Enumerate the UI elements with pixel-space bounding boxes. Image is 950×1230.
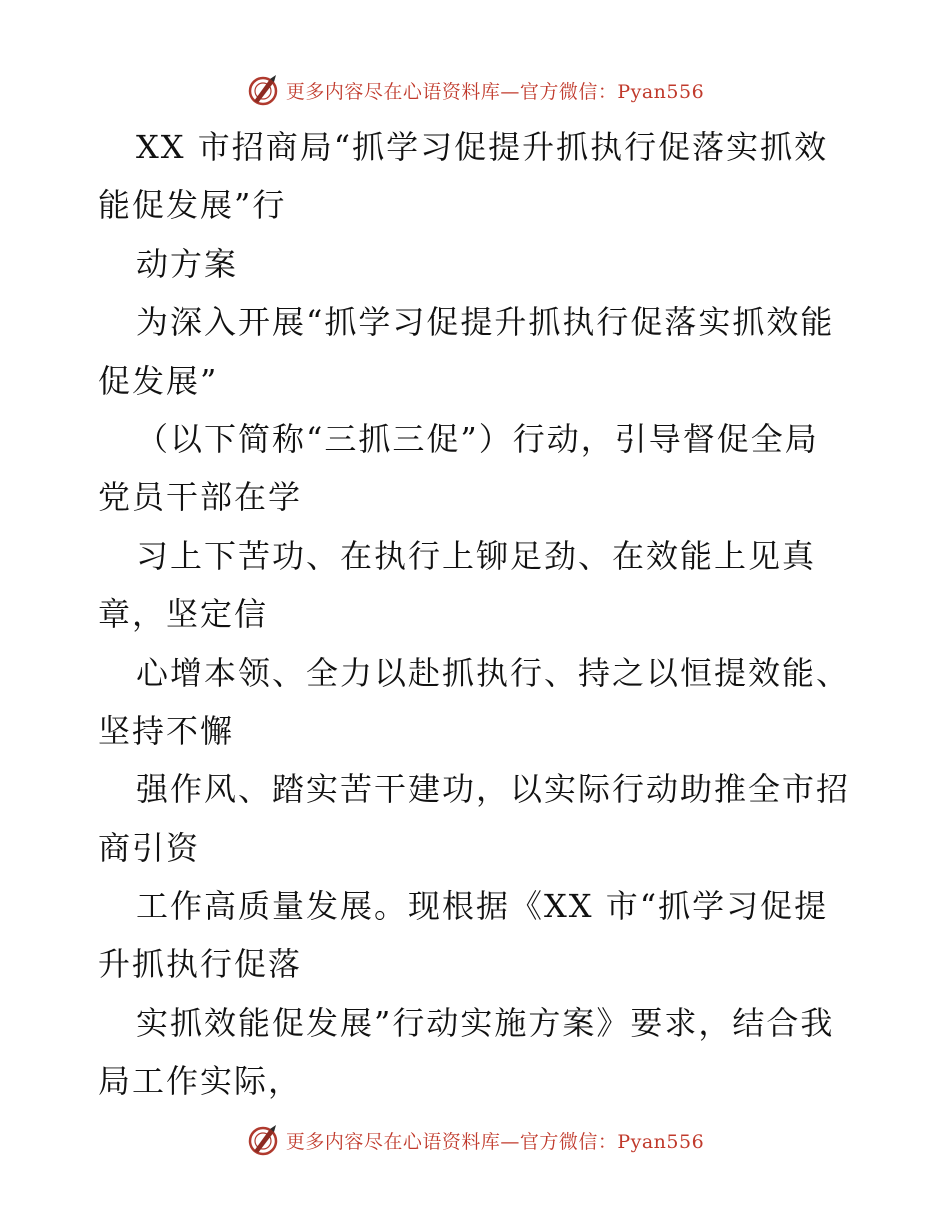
quill-logo-icon: [246, 73, 280, 107]
watermark-text: 更多内容尽在心语资料库—官方微信：Pyan556: [285, 80, 705, 103]
text-line: 强作风、踏实苦干建功，以实际行动助推全市招: [136, 770, 851, 809]
text-line: 动方案: [136, 244, 239, 283]
text-line: 工作高质量发展。现根据《XX 市“抓学习促提: [136, 887, 829, 926]
text-line: 升抓执行促落: [98, 945, 303, 984]
quill-logo-icon: [246, 1123, 280, 1157]
text-line: 促发展”: [98, 361, 219, 400]
text-line: 章，坚定信: [98, 595, 269, 634]
text-line: 实抓效能促发展”行动实施方案》要求，结合我: [136, 1003, 835, 1042]
text-line: 能促发展”行: [98, 186, 287, 225]
text-line: （以下简称“三抓三促”）行动，引导督促全局: [136, 419, 819, 458]
watermark-banner-bottom: [0, 1118, 950, 1162]
text-line: 心增本领、全力以赴抓执行、持之以恒提效能、: [136, 653, 851, 692]
watermark-text: 更多内容尽在心语资料库—官方微信：Pyan556: [285, 1130, 705, 1153]
document-body: [98, 118, 878, 1111]
text-line: 坚持不懈: [98, 711, 235, 750]
text-line: 局工作实际，: [98, 1062, 303, 1101]
text-line: 商引资: [98, 828, 201, 867]
text-line: 习上下苦功、在执行上铆足劲、在效能上见真: [136, 536, 817, 575]
text-line: XX 市招商局“抓学习促提升抓执行促落实抓效: [136, 128, 829, 166]
watermark-banner-top: [0, 68, 950, 112]
text-line: 党员干部在学: [98, 478, 303, 517]
text-line: 为深入开展“抓学习促提升抓执行促落实抓效能: [136, 303, 835, 342]
